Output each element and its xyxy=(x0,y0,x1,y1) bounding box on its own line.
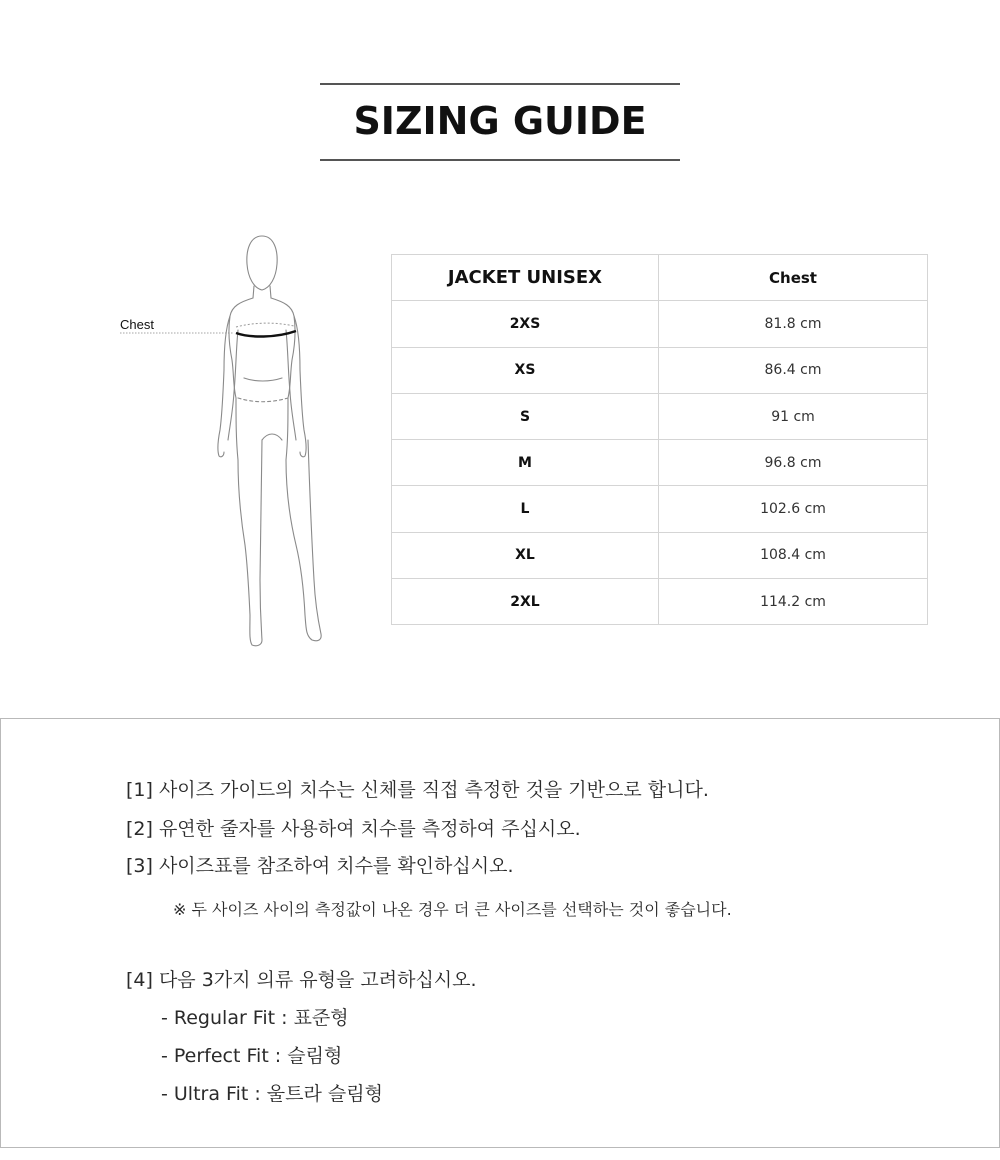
page-title: SIZING GUIDE xyxy=(353,99,647,143)
header-jacket-unisex: JACKET UNISEX xyxy=(392,255,659,301)
table-row xyxy=(392,579,928,625)
chest-value-cell: 114.2 cm xyxy=(659,579,928,625)
size-cell: L xyxy=(392,486,659,532)
fit-perfect: - Perfect Fit : 슬림형 xyxy=(161,1045,343,1067)
table-row xyxy=(392,301,928,347)
table-row xyxy=(392,393,928,439)
size-cell: XL xyxy=(392,532,659,578)
table-row xyxy=(392,440,928,486)
body-figure-illustration xyxy=(110,228,370,653)
table-row xyxy=(392,532,928,578)
table-header-row xyxy=(392,255,928,301)
chest-value-cell: 91 cm xyxy=(659,393,928,439)
size-cell: XS xyxy=(392,347,659,393)
notes-box xyxy=(0,718,1000,1148)
fit-ultra: - Ultra Fit : 울트라 슬림형 xyxy=(161,1083,383,1105)
size-table xyxy=(391,254,928,625)
table-row xyxy=(392,347,928,393)
title-block xyxy=(320,83,680,161)
header-chest: Chest xyxy=(659,255,928,301)
chest-value-cell: 86.4 cm xyxy=(659,347,928,393)
note-1: [1] 사이즈 가이드의 치수는 신체를 직접 측정한 것을 기반으로 합니다. xyxy=(126,779,709,801)
note-3-sub: ※ 두 사이즈 사이의 측정값이 나온 경우 더 큰 사이즈를 선택하는 것이 좋습니다. xyxy=(173,900,732,919)
note-3: [3] 사이즈표를 참조하여 치수를 확인하십시오. xyxy=(126,855,514,877)
note-2: [2] 유연한 줄자를 사용하여 치수를 측정하여 주십시오. xyxy=(126,818,581,840)
table-row xyxy=(392,486,928,532)
note-4: [4] 다음 3가지 의류 유형을 고려하십시오. xyxy=(126,969,477,991)
chest-value-cell: 81.8 cm xyxy=(659,301,928,347)
chest-value-cell: 102.6 cm xyxy=(659,486,928,532)
chest-measure-label: Chest xyxy=(120,317,154,332)
size-cell: M xyxy=(392,440,659,486)
size-cell: 2XL xyxy=(392,579,659,625)
size-cell: 2XS xyxy=(392,301,659,347)
size-cell: S xyxy=(392,393,659,439)
chest-value-cell: 108.4 cm xyxy=(659,532,928,578)
chest-value-cell: 96.8 cm xyxy=(659,440,928,486)
fit-regular: - Regular Fit : 표준형 xyxy=(161,1007,349,1029)
